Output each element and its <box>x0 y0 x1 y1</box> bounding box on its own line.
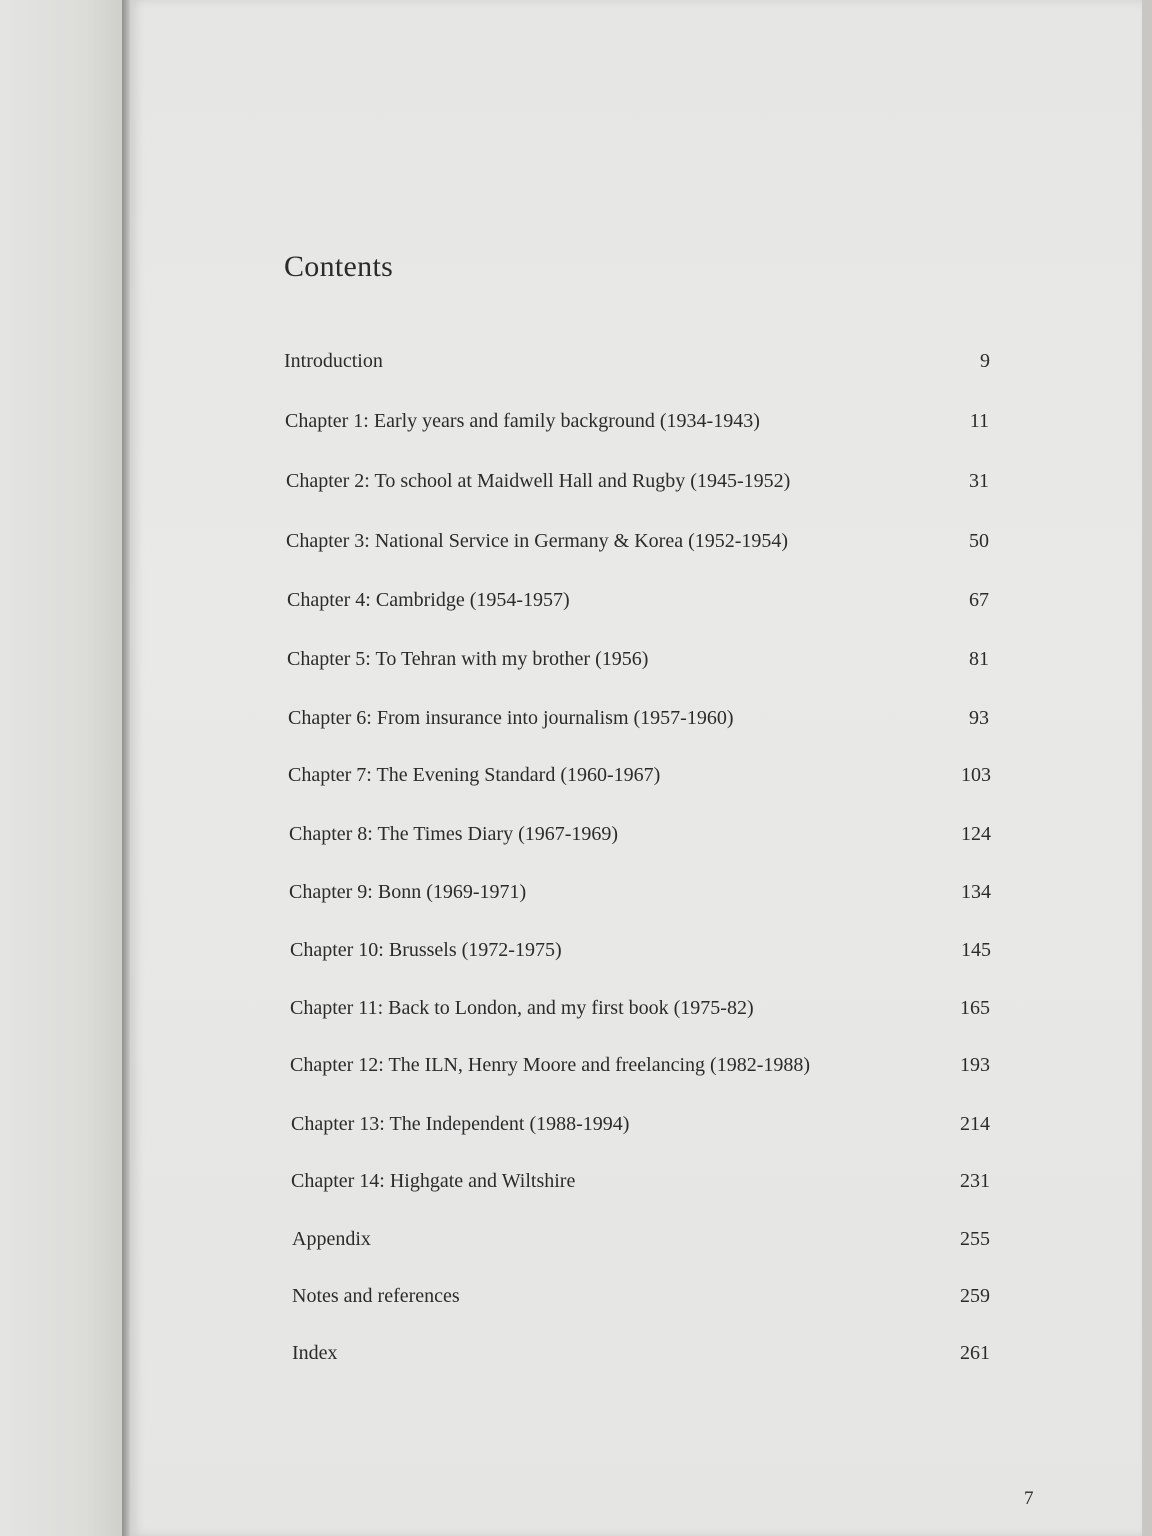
toc-entry-page: 134 <box>961 881 991 903</box>
toc-entry-page: 193 <box>960 1054 990 1076</box>
toc-entry-chapter-1[interactable] <box>285 410 989 440</box>
toc-entry-label: Chapter 3: National Service in Germany & Korea (1952-1954) <box>286 530 789 552</box>
toc-entry-appendix[interactable] <box>292 1228 990 1258</box>
toc-entry-chapter-5[interactable] <box>287 648 989 678</box>
toc-entry-label: Chapter 2: To school at Maidwell Hall and Rugby (1945-1952) <box>286 470 791 492</box>
toc-entry-page: 124 <box>961 823 991 845</box>
toc-entry-page: 93 <box>969 707 989 729</box>
left-page-edge <box>0 0 122 1536</box>
toc-entry-page: 231 <box>960 1170 990 1192</box>
toc-entry-label: Chapter 1: Early years and family background (1934-1943) <box>285 410 760 432</box>
toc-entry-page: 11 <box>969 410 989 432</box>
toc-entry-page: 31 <box>969 470 989 492</box>
toc-entry-chapter-4[interactable] <box>287 589 989 619</box>
toc-entry-index[interactable] <box>292 1342 990 1372</box>
toc-entry-page: 67 <box>969 589 989 611</box>
toc-entry-label: Notes and references <box>292 1285 460 1307</box>
toc-entry-page: 103 <box>961 764 991 786</box>
toc-entry-page: 81 <box>969 648 989 670</box>
toc-entry-page: 261 <box>960 1342 990 1364</box>
toc-entry-page: 50 <box>969 530 989 552</box>
toc-entry-chapter-11[interactable] <box>290 997 990 1027</box>
toc-entry-label: Chapter 10: Brussels (1972-1975) <box>290 939 562 961</box>
toc-entry-chapter-12[interactable] <box>290 1054 990 1084</box>
toc-entry-chapter-6[interactable] <box>288 707 989 737</box>
toc-entry-chapter-13[interactable] <box>291 1113 990 1143</box>
toc-entry-label: Chapter 14: Highgate and Wiltshire <box>291 1170 576 1192</box>
toc-entry-label: Chapter 8: The Times Diary (1967-1969) <box>289 823 619 845</box>
contents-title: Contents <box>284 250 394 283</box>
toc-entry-label: Chapter 5: To Tehran with my brother (1956) <box>287 648 649 670</box>
toc-entry-page: 165 <box>960 997 990 1019</box>
toc-entry-label: Chapter 4: Cambridge (1954-1957) <box>287 589 570 611</box>
toc-entry-notes[interactable] <box>292 1285 990 1315</box>
toc-entry-label: Appendix <box>292 1228 371 1250</box>
toc-entry-label: Chapter 13: The Independent (1988-1994) <box>291 1113 630 1135</box>
toc-entry-chapter-14[interactable] <box>291 1170 990 1200</box>
toc-entry-chapter-3[interactable] <box>286 530 989 560</box>
toc-entry-chapter-8[interactable] <box>289 823 991 853</box>
toc-entry-page: 259 <box>960 1285 990 1307</box>
toc-entry-label: Chapter 12: The ILN, Henry Moore and freelancing (1982-1988) <box>290 1054 811 1076</box>
toc-entry-label: Chapter 7: The Evening Standard (1960-1967) <box>288 764 661 786</box>
toc-entry-label: Index <box>292 1342 338 1364</box>
toc-entry-page: 9 <box>980 350 990 372</box>
toc-entry-label: Introduction <box>284 350 383 372</box>
toc-entry-chapter-10[interactable] <box>290 939 991 969</box>
toc-entry-introduction[interactable] <box>284 350 990 380</box>
page-number: 7 <box>1024 1488 1034 1509</box>
toc-entry-chapter-2[interactable] <box>286 470 989 500</box>
toc-entry-chapter-7[interactable] <box>288 764 991 794</box>
toc-entry-chapter-9[interactable] <box>289 881 991 911</box>
toc-entry-label: Chapter 11: Back to London, and my first book (1975-82) <box>290 997 754 1019</box>
toc-entry-label: Chapter 6: From insurance into journalism (1957-1960) <box>288 707 734 729</box>
toc-entry-page: 145 <box>961 939 991 961</box>
toc-entry-page: 255 <box>960 1228 990 1250</box>
toc-entry-page: 214 <box>960 1113 990 1135</box>
toc-entry-label: Chapter 9: Bonn (1969-1971) <box>289 881 527 903</box>
